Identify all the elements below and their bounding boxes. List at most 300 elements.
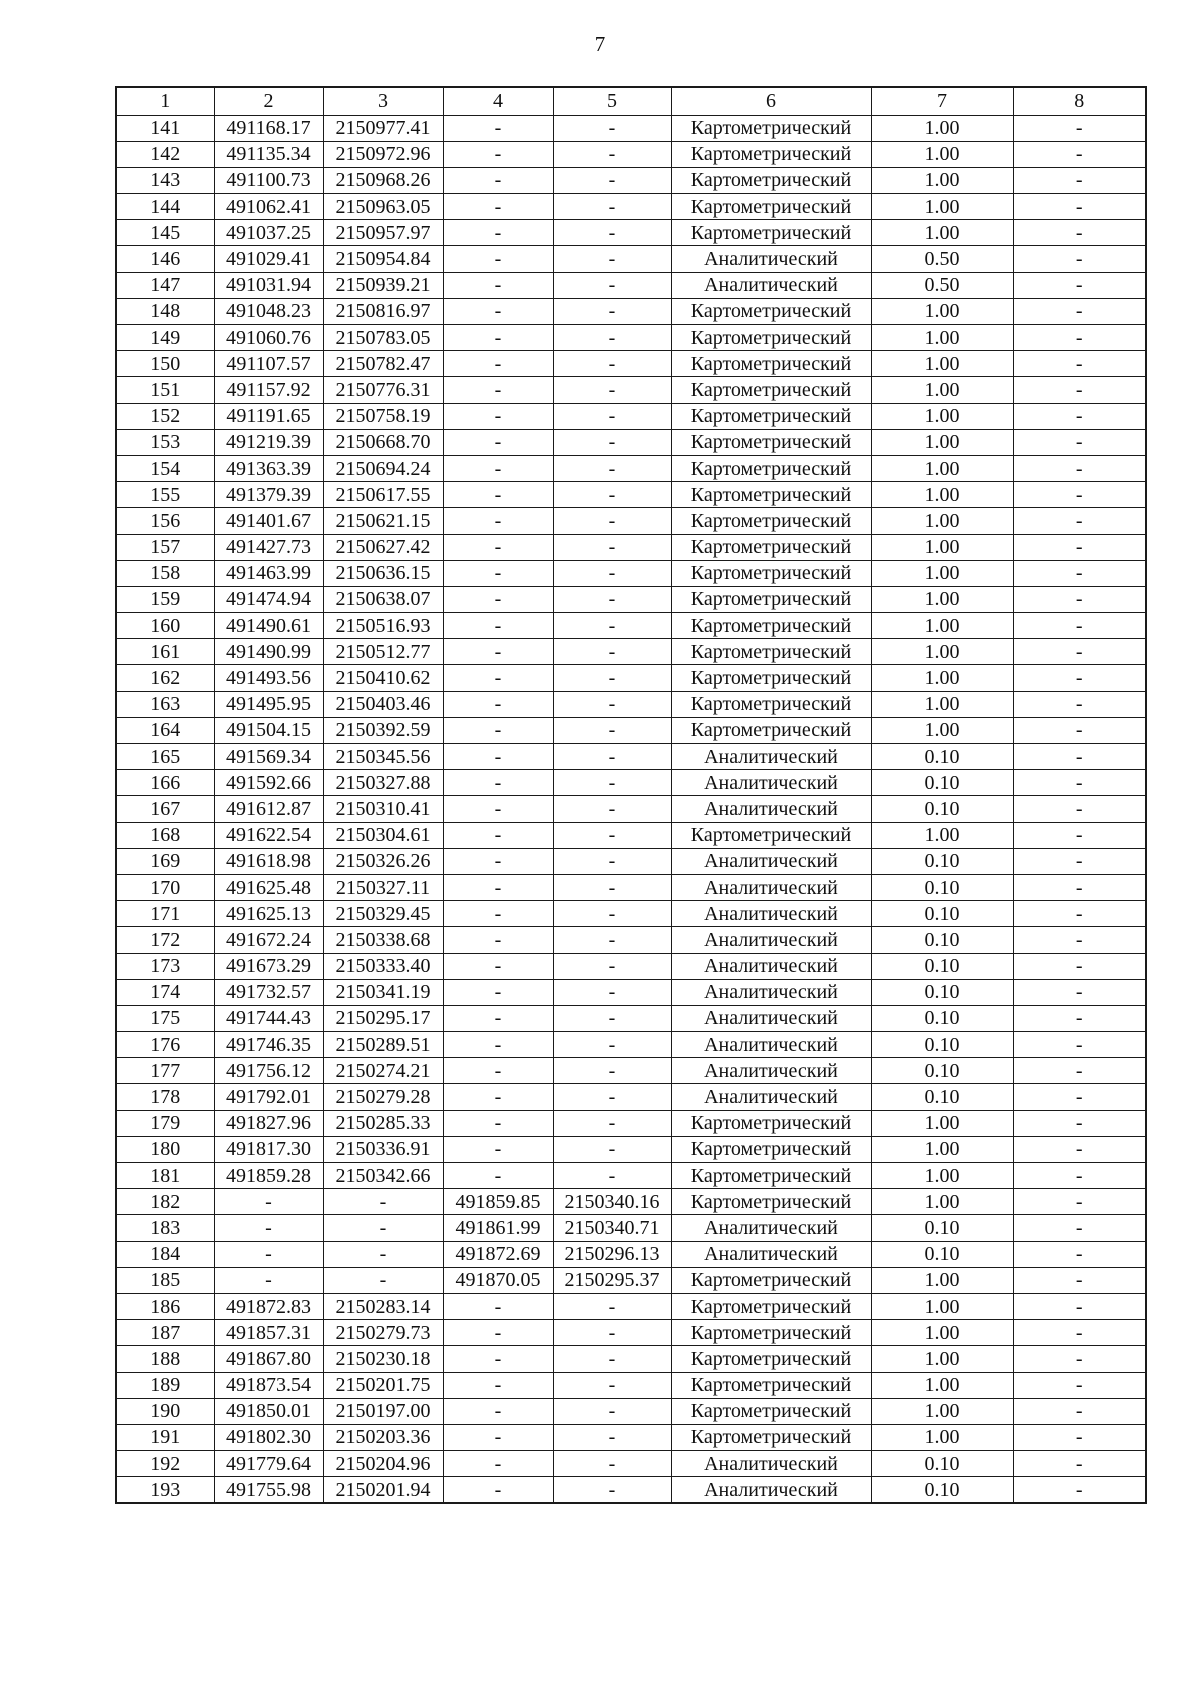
new-x-coordinate-cell: - xyxy=(443,1398,553,1424)
new-y-coordinate-cell: - xyxy=(553,220,671,246)
y-coordinate-cell: 2150638.07 xyxy=(323,586,443,612)
accuracy-cell: 1.00 xyxy=(871,115,1013,141)
x-coordinate-cell: - xyxy=(214,1241,323,1267)
new-y-coordinate-cell: - xyxy=(553,1110,671,1136)
new-x-coordinate-cell: - xyxy=(443,1451,553,1477)
x-coordinate-cell: 491490.99 xyxy=(214,639,323,665)
y-coordinate-cell: - xyxy=(323,1241,443,1267)
method-cell: Картометрический xyxy=(671,403,871,429)
x-coordinate-cell: 491219.39 xyxy=(214,429,323,455)
point-number-cell: 192 xyxy=(116,1451,214,1477)
point-number-cell: 191 xyxy=(116,1424,214,1450)
note-cell: - xyxy=(1013,220,1146,246)
point-number-cell: 160 xyxy=(116,613,214,639)
method-cell: Картометрический xyxy=(671,220,871,246)
accuracy-cell: 1.00 xyxy=(871,560,1013,586)
new-y-coordinate-cell: - xyxy=(553,979,671,1005)
point-number-cell: 180 xyxy=(116,1136,214,1162)
note-cell: - xyxy=(1013,246,1146,272)
y-coordinate-cell: 2150627.42 xyxy=(323,534,443,560)
note-cell: - xyxy=(1013,1215,1146,1241)
note-cell: - xyxy=(1013,770,1146,796)
x-coordinate-cell: 491867.80 xyxy=(214,1346,323,1372)
accuracy-cell: 1.00 xyxy=(871,141,1013,167)
accuracy-cell: 1.00 xyxy=(871,298,1013,324)
new-x-coordinate-cell: - xyxy=(443,1346,553,1372)
y-coordinate-cell: 2150336.91 xyxy=(323,1136,443,1162)
note-cell: - xyxy=(1013,272,1146,298)
y-coordinate-cell: 2150279.28 xyxy=(323,1084,443,1110)
note-cell: - xyxy=(1013,874,1146,900)
new-x-coordinate-cell: - xyxy=(443,874,553,900)
method-cell: Картометрический xyxy=(671,1424,871,1450)
accuracy-cell: 1.00 xyxy=(871,482,1013,508)
note-cell: - xyxy=(1013,115,1146,141)
y-coordinate-cell: 2150410.62 xyxy=(323,665,443,691)
new-x-coordinate-cell: 491861.99 xyxy=(443,1215,553,1241)
y-coordinate-cell: 2150326.26 xyxy=(323,848,443,874)
note-cell: - xyxy=(1013,1110,1146,1136)
accuracy-cell: 0.10 xyxy=(871,953,1013,979)
accuracy-cell: 1.00 xyxy=(871,1267,1013,1293)
new-x-coordinate-cell: - xyxy=(443,1372,553,1398)
x-coordinate-cell: 491756.12 xyxy=(214,1058,323,1084)
accuracy-cell: 0.10 xyxy=(871,1032,1013,1058)
point-number-cell: 161 xyxy=(116,639,214,665)
table-row xyxy=(116,1320,1146,1346)
method-cell: Картометрический xyxy=(671,1293,871,1319)
new-y-coordinate-cell: - xyxy=(553,1320,671,1346)
table-row xyxy=(116,1163,1146,1189)
note-cell: - xyxy=(1013,1424,1146,1450)
y-coordinate-cell: 2150621.15 xyxy=(323,508,443,534)
x-coordinate-cell: 491060.76 xyxy=(214,325,323,351)
note-cell: - xyxy=(1013,403,1146,429)
new-x-coordinate-cell: - xyxy=(443,613,553,639)
new-x-coordinate-cell: - xyxy=(443,1136,553,1162)
y-coordinate-cell: 2150972.96 xyxy=(323,141,443,167)
accuracy-cell: 1.00 xyxy=(871,639,1013,665)
column-header-1: 1 xyxy=(116,87,214,115)
new-y-coordinate-cell: - xyxy=(553,1032,671,1058)
accuracy-cell: 1.00 xyxy=(871,403,1013,429)
x-coordinate-cell: 491625.13 xyxy=(214,901,323,927)
accuracy-cell: 0.10 xyxy=(871,901,1013,927)
y-coordinate-cell: 2150954.84 xyxy=(323,246,443,272)
note-cell: - xyxy=(1013,639,1146,665)
method-cell: Картометрический xyxy=(671,167,871,193)
point-number-cell: 168 xyxy=(116,822,214,848)
method-cell: Картометрический xyxy=(671,1189,871,1215)
y-coordinate-cell: 2150201.94 xyxy=(323,1477,443,1503)
method-cell: Аналитический xyxy=(671,979,871,1005)
new-y-coordinate-cell: - xyxy=(553,901,671,927)
table-row xyxy=(116,1005,1146,1031)
x-coordinate-cell: 491872.83 xyxy=(214,1293,323,1319)
note-cell: - xyxy=(1013,508,1146,534)
table-row xyxy=(116,377,1146,403)
accuracy-cell: 1.00 xyxy=(871,822,1013,848)
point-number-cell: 181 xyxy=(116,1163,214,1189)
new-y-coordinate-cell: - xyxy=(553,246,671,272)
table-row xyxy=(116,1136,1146,1162)
new-x-coordinate-cell: - xyxy=(443,822,553,848)
accuracy-cell: 0.10 xyxy=(871,927,1013,953)
new-y-coordinate-cell: - xyxy=(553,1163,671,1189)
point-number-cell: 143 xyxy=(116,167,214,193)
y-coordinate-cell: 2150327.88 xyxy=(323,770,443,796)
new-y-coordinate-cell: - xyxy=(553,691,671,717)
y-coordinate-cell: 2150636.15 xyxy=(323,560,443,586)
accuracy-cell: 1.00 xyxy=(871,455,1013,481)
note-cell: - xyxy=(1013,141,1146,167)
method-cell: Аналитический xyxy=(671,1451,871,1477)
y-coordinate-cell: 2150283.14 xyxy=(323,1293,443,1319)
note-cell: - xyxy=(1013,822,1146,848)
method-cell: Картометрический xyxy=(671,717,871,743)
x-coordinate-cell: 491031.94 xyxy=(214,272,323,298)
point-number-cell: 152 xyxy=(116,403,214,429)
accuracy-cell: 0.10 xyxy=(871,1215,1013,1241)
y-coordinate-cell: - xyxy=(323,1189,443,1215)
note-cell: - xyxy=(1013,1320,1146,1346)
new-x-coordinate-cell: - xyxy=(443,717,553,743)
table-row xyxy=(116,1477,1146,1503)
accuracy-cell: 1.00 xyxy=(871,1136,1013,1162)
note-cell: - xyxy=(1013,1005,1146,1031)
note-cell: - xyxy=(1013,534,1146,560)
x-coordinate-cell: 491744.43 xyxy=(214,1005,323,1031)
new-x-coordinate-cell: - xyxy=(443,272,553,298)
point-number-cell: 172 xyxy=(116,927,214,953)
new-y-coordinate-cell: - xyxy=(553,115,671,141)
table-row xyxy=(116,1032,1146,1058)
method-cell: Аналитический xyxy=(671,1084,871,1110)
note-cell: - xyxy=(1013,377,1146,403)
table-row xyxy=(116,770,1146,796)
method-cell: Картометрический xyxy=(671,586,871,612)
new-x-coordinate-cell: - xyxy=(443,246,553,272)
column-header-7: 7 xyxy=(871,87,1013,115)
x-coordinate-cell: 491732.57 xyxy=(214,979,323,1005)
y-coordinate-cell: 2150783.05 xyxy=(323,325,443,351)
method-cell: Картометрический xyxy=(671,560,871,586)
note-cell: - xyxy=(1013,1293,1146,1319)
point-number-cell: 185 xyxy=(116,1267,214,1293)
new-y-coordinate-cell: 2150340.16 xyxy=(553,1189,671,1215)
y-coordinate-cell: 2150957.97 xyxy=(323,220,443,246)
new-y-coordinate-cell: - xyxy=(553,1084,671,1110)
new-y-coordinate-cell: - xyxy=(553,665,671,691)
table-row xyxy=(116,534,1146,560)
new-x-coordinate-cell: - xyxy=(443,141,553,167)
table-row xyxy=(116,874,1146,900)
method-cell: Картометрический xyxy=(671,1346,871,1372)
point-number-cell: 157 xyxy=(116,534,214,560)
y-coordinate-cell: 2150776.31 xyxy=(323,377,443,403)
x-coordinate-cell: 491755.98 xyxy=(214,1477,323,1503)
new-x-coordinate-cell: - xyxy=(443,1424,553,1450)
accuracy-cell: 0.10 xyxy=(871,1058,1013,1084)
table-row xyxy=(116,979,1146,1005)
note-cell: - xyxy=(1013,455,1146,481)
note-cell: - xyxy=(1013,717,1146,743)
x-coordinate-cell: 491618.98 xyxy=(214,848,323,874)
accuracy-cell: 0.10 xyxy=(871,979,1013,1005)
table-row xyxy=(116,272,1146,298)
new-x-coordinate-cell: - xyxy=(443,351,553,377)
x-coordinate-cell: 491100.73 xyxy=(214,167,323,193)
new-y-coordinate-cell: - xyxy=(553,455,671,481)
new-x-coordinate-cell: - xyxy=(443,1110,553,1136)
point-number-cell: 146 xyxy=(116,246,214,272)
new-y-coordinate-cell: - xyxy=(553,796,671,822)
new-x-coordinate-cell: - xyxy=(443,298,553,324)
new-x-coordinate-cell: - xyxy=(443,770,553,796)
point-number-cell: 155 xyxy=(116,482,214,508)
new-x-coordinate-cell: - xyxy=(443,639,553,665)
table-row xyxy=(116,115,1146,141)
new-x-coordinate-cell: - xyxy=(443,220,553,246)
point-number-cell: 156 xyxy=(116,508,214,534)
new-x-coordinate-cell: 491859.85 xyxy=(443,1189,553,1215)
note-cell: - xyxy=(1013,298,1146,324)
new-y-coordinate-cell: - xyxy=(553,482,671,508)
accuracy-cell: 0.10 xyxy=(871,874,1013,900)
new-y-coordinate-cell: - xyxy=(553,848,671,874)
new-x-coordinate-cell: - xyxy=(443,403,553,429)
new-x-coordinate-cell: - xyxy=(443,167,553,193)
x-coordinate-cell: 491673.29 xyxy=(214,953,323,979)
note-cell: - xyxy=(1013,1058,1146,1084)
accuracy-cell: 0.10 xyxy=(871,1451,1013,1477)
note-cell: - xyxy=(1013,560,1146,586)
table-row xyxy=(116,1424,1146,1450)
point-number-cell: 147 xyxy=(116,272,214,298)
point-number-cell: 182 xyxy=(116,1189,214,1215)
y-coordinate-cell: 2150310.41 xyxy=(323,796,443,822)
new-x-coordinate-cell: - xyxy=(443,1163,553,1189)
point-number-cell: 154 xyxy=(116,455,214,481)
new-x-coordinate-cell: - xyxy=(443,691,553,717)
x-coordinate-cell: 491802.30 xyxy=(214,1424,323,1450)
accuracy-cell: 1.00 xyxy=(871,194,1013,220)
x-coordinate-cell: 491463.99 xyxy=(214,560,323,586)
method-cell: Аналитический xyxy=(671,246,871,272)
method-cell: Картометрический xyxy=(671,141,871,167)
method-cell: Картометрический xyxy=(671,351,871,377)
method-cell: Картометрический xyxy=(671,534,871,560)
y-coordinate-cell: 2150512.77 xyxy=(323,639,443,665)
table-row xyxy=(116,848,1146,874)
new-x-coordinate-cell: 491872.69 xyxy=(443,1241,553,1267)
point-number-cell: 177 xyxy=(116,1058,214,1084)
method-cell: Картометрический xyxy=(671,1110,871,1136)
x-coordinate-cell: 491379.39 xyxy=(214,482,323,508)
method-cell: Картометрический xyxy=(671,325,871,351)
note-cell: - xyxy=(1013,796,1146,822)
point-number-cell: 164 xyxy=(116,717,214,743)
x-coordinate-cell: 491850.01 xyxy=(214,1398,323,1424)
table-row xyxy=(116,1084,1146,1110)
method-cell: Аналитический xyxy=(671,1241,871,1267)
note-cell: - xyxy=(1013,953,1146,979)
y-coordinate-cell: 2150327.11 xyxy=(323,874,443,900)
x-coordinate-cell: 491495.95 xyxy=(214,691,323,717)
method-cell: Картометрический xyxy=(671,822,871,848)
y-coordinate-cell: 2150204.96 xyxy=(323,1451,443,1477)
point-number-cell: 187 xyxy=(116,1320,214,1346)
table-row xyxy=(116,691,1146,717)
new-y-coordinate-cell: - xyxy=(553,534,671,560)
y-coordinate-cell: 2150617.55 xyxy=(323,482,443,508)
x-coordinate-cell: 491827.96 xyxy=(214,1110,323,1136)
accuracy-cell: 1.00 xyxy=(871,1110,1013,1136)
new-y-coordinate-cell: - xyxy=(553,770,671,796)
new-x-coordinate-cell: - xyxy=(443,194,553,220)
new-y-coordinate-cell: - xyxy=(553,1424,671,1450)
point-number-cell: 163 xyxy=(116,691,214,717)
accuracy-cell: 1.00 xyxy=(871,1398,1013,1424)
note-cell: - xyxy=(1013,429,1146,455)
table-row xyxy=(116,1058,1146,1084)
accuracy-cell: 1.00 xyxy=(871,508,1013,534)
x-coordinate-cell: 491779.64 xyxy=(214,1451,323,1477)
accuracy-cell: 1.00 xyxy=(871,167,1013,193)
point-number-cell: 149 xyxy=(116,325,214,351)
new-y-coordinate-cell: - xyxy=(553,1136,671,1162)
method-cell: Картометрический xyxy=(671,1320,871,1346)
new-y-coordinate-cell: - xyxy=(553,613,671,639)
new-x-coordinate-cell: - xyxy=(443,848,553,874)
note-cell: - xyxy=(1013,848,1146,874)
note-cell: - xyxy=(1013,665,1146,691)
new-y-coordinate-cell: - xyxy=(553,377,671,403)
x-coordinate-cell: 491504.15 xyxy=(214,717,323,743)
point-number-cell: 144 xyxy=(116,194,214,220)
new-y-coordinate-cell: - xyxy=(553,1398,671,1424)
point-number-cell: 173 xyxy=(116,953,214,979)
table-body xyxy=(116,115,1146,1503)
new-x-coordinate-cell: - xyxy=(443,901,553,927)
accuracy-cell: 1.00 xyxy=(871,1189,1013,1215)
method-cell: Картометрический xyxy=(671,429,871,455)
note-cell: - xyxy=(1013,1477,1146,1503)
method-cell: Аналитический xyxy=(671,272,871,298)
x-coordinate-cell: 491792.01 xyxy=(214,1084,323,1110)
page-number: 7 xyxy=(594,32,606,56)
new-y-coordinate-cell: - xyxy=(553,1372,671,1398)
point-number-cell: 171 xyxy=(116,901,214,927)
table-row xyxy=(116,482,1146,508)
note-cell: - xyxy=(1013,979,1146,1005)
new-y-coordinate-cell: 2150296.13 xyxy=(553,1241,671,1267)
y-coordinate-cell: 2150230.18 xyxy=(323,1346,443,1372)
new-y-coordinate-cell: - xyxy=(553,560,671,586)
table-row xyxy=(116,901,1146,927)
accuracy-cell: 1.00 xyxy=(871,1163,1013,1189)
note-cell: - xyxy=(1013,167,1146,193)
accuracy-cell: 1.00 xyxy=(871,429,1013,455)
table-row xyxy=(116,560,1146,586)
table-row xyxy=(116,429,1146,455)
note-cell: - xyxy=(1013,1267,1146,1293)
point-number-cell: 183 xyxy=(116,1215,214,1241)
new-x-coordinate-cell: 491870.05 xyxy=(443,1267,553,1293)
x-coordinate-cell: - xyxy=(214,1215,323,1241)
y-coordinate-cell: 2150274.21 xyxy=(323,1058,443,1084)
y-coordinate-cell: 2150341.19 xyxy=(323,979,443,1005)
accuracy-cell: 1.00 xyxy=(871,1293,1013,1319)
y-coordinate-cell: 2150977.41 xyxy=(323,115,443,141)
new-y-coordinate-cell: - xyxy=(553,1058,671,1084)
new-x-coordinate-cell: - xyxy=(443,115,553,141)
x-coordinate-cell: 491029.41 xyxy=(214,246,323,272)
point-number-cell: 166 xyxy=(116,770,214,796)
x-coordinate-cell: 491672.24 xyxy=(214,927,323,953)
point-number-cell: 175 xyxy=(116,1005,214,1031)
y-coordinate-cell: 2150289.51 xyxy=(323,1032,443,1058)
new-x-coordinate-cell: - xyxy=(443,560,553,586)
accuracy-cell: 0.10 xyxy=(871,1084,1013,1110)
y-coordinate-cell: 2150329.45 xyxy=(323,901,443,927)
note-cell: - xyxy=(1013,927,1146,953)
point-number-cell: 142 xyxy=(116,141,214,167)
column-header-2: 2 xyxy=(214,87,323,115)
point-number-cell: 193 xyxy=(116,1477,214,1503)
method-cell: Аналитический xyxy=(671,770,871,796)
accuracy-cell: 1.00 xyxy=(871,586,1013,612)
point-number-cell: 186 xyxy=(116,1293,214,1319)
table-row xyxy=(116,1241,1146,1267)
method-cell: Картометрический xyxy=(671,1136,871,1162)
new-y-coordinate-cell: - xyxy=(553,1451,671,1477)
accuracy-cell: 1.00 xyxy=(871,220,1013,246)
method-cell: Картометрический xyxy=(671,665,871,691)
table-row xyxy=(116,298,1146,324)
point-number-cell: 189 xyxy=(116,1372,214,1398)
method-cell: Аналитический xyxy=(671,1215,871,1241)
note-cell: - xyxy=(1013,1398,1146,1424)
accuracy-cell: 1.00 xyxy=(871,1372,1013,1398)
table-row xyxy=(116,351,1146,377)
column-header-6: 6 xyxy=(671,87,871,115)
accuracy-cell: 1.00 xyxy=(871,1320,1013,1346)
y-coordinate-cell: 2150295.17 xyxy=(323,1005,443,1031)
column-header-4: 4 xyxy=(443,87,553,115)
method-cell: Аналитический xyxy=(671,1477,871,1503)
point-number-cell: 165 xyxy=(116,744,214,770)
method-cell: Картометрический xyxy=(671,482,871,508)
new-y-coordinate-cell: - xyxy=(553,717,671,743)
x-coordinate-cell: - xyxy=(214,1189,323,1215)
y-coordinate-cell: 2150403.46 xyxy=(323,691,443,717)
x-coordinate-cell: 491427.73 xyxy=(214,534,323,560)
point-number-cell: 167 xyxy=(116,796,214,822)
table-row xyxy=(116,455,1146,481)
table-row xyxy=(116,325,1146,351)
table-row xyxy=(116,927,1146,953)
new-x-coordinate-cell: - xyxy=(443,1032,553,1058)
table-row xyxy=(116,1189,1146,1215)
method-cell: Аналитический xyxy=(671,901,871,927)
new-x-coordinate-cell: - xyxy=(443,665,553,691)
new-x-coordinate-cell: - xyxy=(443,1058,553,1084)
table-row xyxy=(116,1215,1146,1241)
accuracy-cell: 1.00 xyxy=(871,1346,1013,1372)
method-cell: Аналитический xyxy=(671,1032,871,1058)
new-x-coordinate-cell: - xyxy=(443,927,553,953)
